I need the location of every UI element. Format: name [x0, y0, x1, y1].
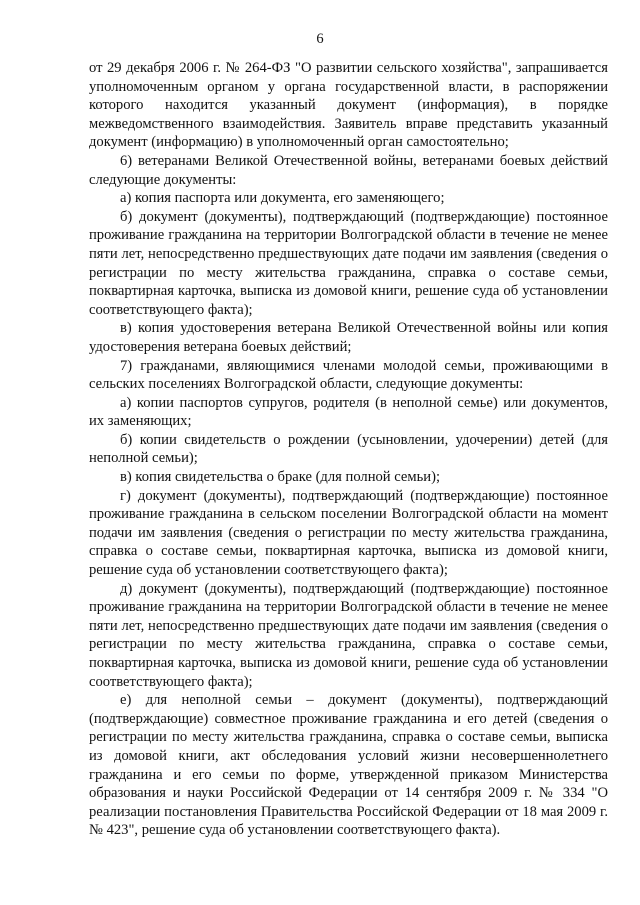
paragraph-item-7g: г) документ (документы), подтверждающий (подтверждающие) постоянное проживание гражданина в сельском поселении Волгоградской области на момент подачи им заявления (сведения о регистрации по месту жительства гражданина, справка о составе семьи, поквартирная карточка, выписка из домовой книги, решение суда об установлении соответствующего факта);	[89, 487, 608, 579]
paragraph-item-7a: а) копии паспортов супругов, родителя (в неполной семье) или документов, их заменяющих;	[89, 394, 608, 430]
paragraph-continuation: от 29 декабря 2006 г. № 264-ФЗ "О развитии сельского хозяйства", запрашивается уполномоченным органом у органа государственной власти, в распоряжении которого находится указанный документ (информация), в порядке межведомственного взаимодействия. Заявитель вправе представить указанный документ (информацию) в уполномоченный орган самостоятельно;	[89, 60, 608, 151]
document-body	[89, 59, 608, 840]
paragraph-item-6: 6) ветеранами Великой Отечественной войны, ветеранами боевых действий следующие документы:	[89, 152, 608, 188]
paragraph-item-7: 7) гражданами, являющимися членами молодой семьи, проживающими в сельских поселениях Волгоградской области, следующие документы:	[89, 357, 608, 393]
paragraph-item-7v: в) копия свидетельства о браке (для полной семьи);	[120, 469, 441, 486]
paragraph-item-7d: д) документ (документы), подтверждающий (подтверждающие) постоянное проживание гражданина на территории Волгоградской области в течение не менее пяти лет, непосредственно предшествующих дате подачи им заявления (сведения о регистрации по месту жительства гражданина, справка о составе семьи, поквартирная карточка, выписка из домовой книги, решение суда об установлении соответствующего факта);	[89, 580, 608, 690]
paragraph-item-7e: е) для неполной семьи – документ (документы), подтверждающий (подтверждающие) совместное проживание гражданина и его детей (сведения о регистрации по месту жительства гражданина, справка о составе семьи, выписка из домовой книги, акт обследования условий жизни несовершеннолетнего гражданина и его семьи по форме, утвержденной приказом Министерства образования и науки Российской Федерации от 14 сентября 2009 г. № 334 "О реализации постановления Правительства Российской Федерации от 18 мая 2009 г. № 423", решение суда об установлении соответствующего факта).	[89, 692, 608, 839]
paragraph-item-6a: а) копия паспорта или документа, его заменяющего;	[120, 190, 445, 207]
paragraph-item-6b: б) документ (документы), подтверждающий (подтверждающие) постоянное проживание гражданина на территории Волгоградской области в течение не менее пяти лет, непосредственно предшествующих дате подачи им заявления (сведения о регистрации по месту жительства гражданина, справка о составе семьи, поквартирная карточка, выписка из домовой книги, решение суда об установлении соответствующего факта);	[89, 208, 608, 318]
paragraph-item-6v: в) копия удостоверения ветерана Великой Отечественной войны или копия удостоверения ветерана боевых действий;	[89, 320, 608, 355]
page-number: 6	[316, 31, 324, 47]
paragraph-item-7b: б) копии свидетельств о рождении (усыновлении, удочерении) детей (для неполной семьи);	[89, 431, 608, 467]
